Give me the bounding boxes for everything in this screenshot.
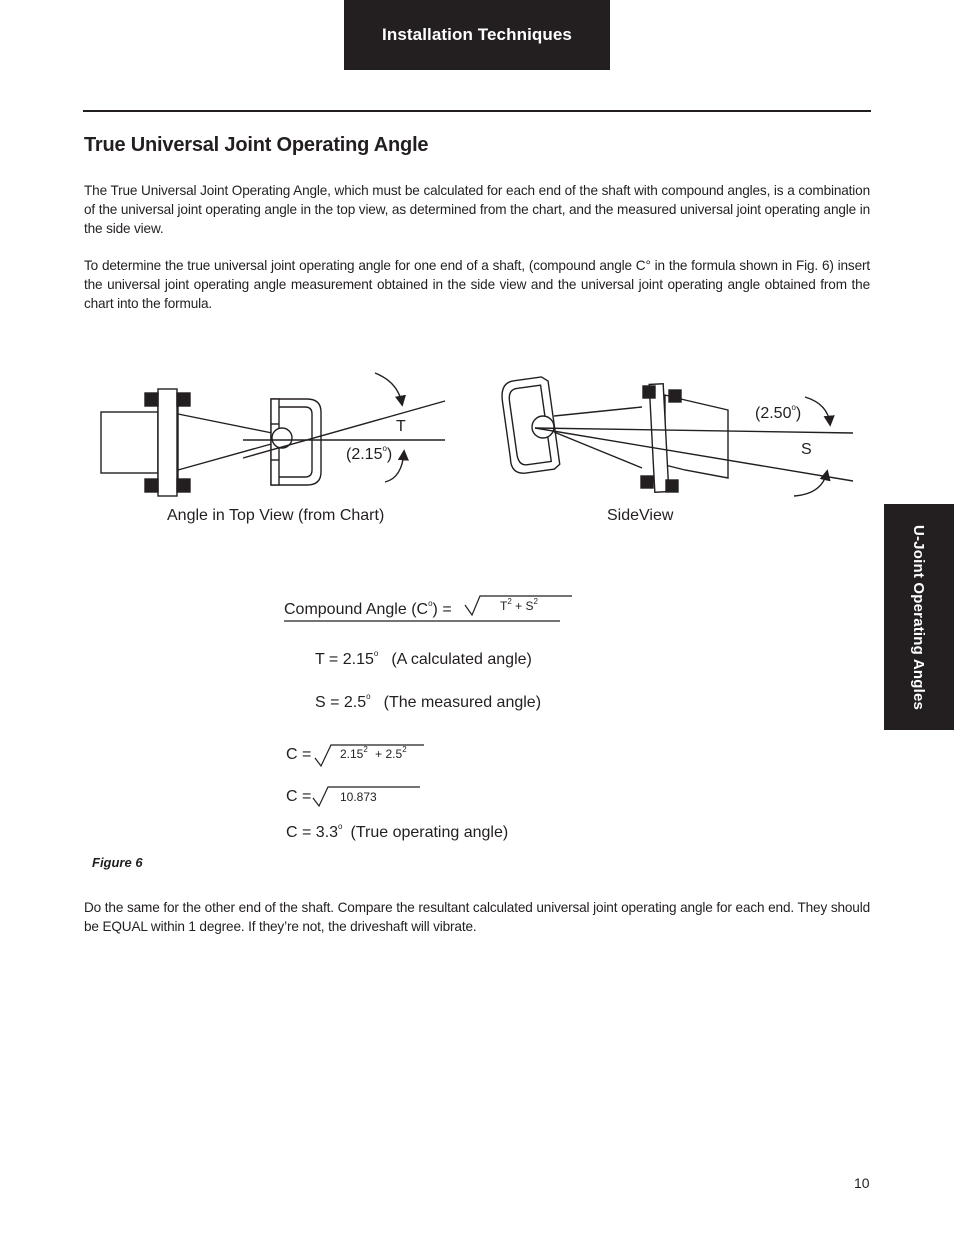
c-equals-2: C =: [286, 788, 312, 805]
figure-label: Figure 6: [92, 855, 143, 870]
t-value-line: $T = 2.15^o$ (A calculated angle): [315, 649, 532, 668]
side-view-drawing: [500, 376, 853, 496]
side-view-s-label: S: [801, 441, 812, 458]
top-view-caption: Angle in Top View (from Chart): [167, 507, 385, 524]
top-view-drawing: [101, 373, 445, 496]
c-equals-1: C =: [286, 746, 312, 763]
side-view-angle-value: (2.50$^o$): [755, 403, 802, 422]
instruction-paragraph: To determine the true universal joint operating angle for one end of a shaft, (compound angle C° in the formula shown in Fig. 6) insert the universal joint operating angle measurement obtained in the side view and the universal joint operating angle obtained from the chart into the formula.: [84, 258, 870, 311]
compound-angle-label: Compound Angle $(C^o)$ =: [284, 599, 452, 618]
chapter-side-tab-label: U-Joint Operating Angles: [910, 524, 928, 710]
chapter-side-tab: [884, 504, 954, 730]
top-view-t-label: T: [396, 418, 406, 435]
top-view-angle-value: (2.15$^o$): [346, 444, 393, 463]
page-number: 10: [854, 1175, 870, 1191]
s-value-line: $S = 2.5^o$ (The measured angle): [315, 692, 542, 711]
c-radicand-2: 10.873: [340, 790, 377, 804]
c-result-line: $C = 3.3^o$ (True operating angle): [286, 822, 509, 841]
conclusion-paragraph: Do the same for the other end of the shaft. Compare the resultant calculated universal joint operating angle for each end. They should be EQUAL within 1 degree. If they’re not, the driveshaft will vibrate.: [84, 900, 870, 934]
side-view-caption: SideView: [607, 507, 674, 524]
section-header-label: Installation Techniques: [382, 25, 572, 44]
c-radicand-1: $2.15^2 + 2.5^2$: [340, 745, 407, 761]
compound-radicand: $T^2 + S^2$: [500, 597, 538, 613]
intro-paragraph: The True Universal Joint Operating Angle, which must be calculated for each end of the shaft with compound angles, is a combination of the universal joint operating angle in the top view, as determined from the chart, and the measured universal joint operating angle in the side view.: [84, 183, 870, 236]
page-title: True Universal Joint Operating Angle: [84, 134, 429, 156]
